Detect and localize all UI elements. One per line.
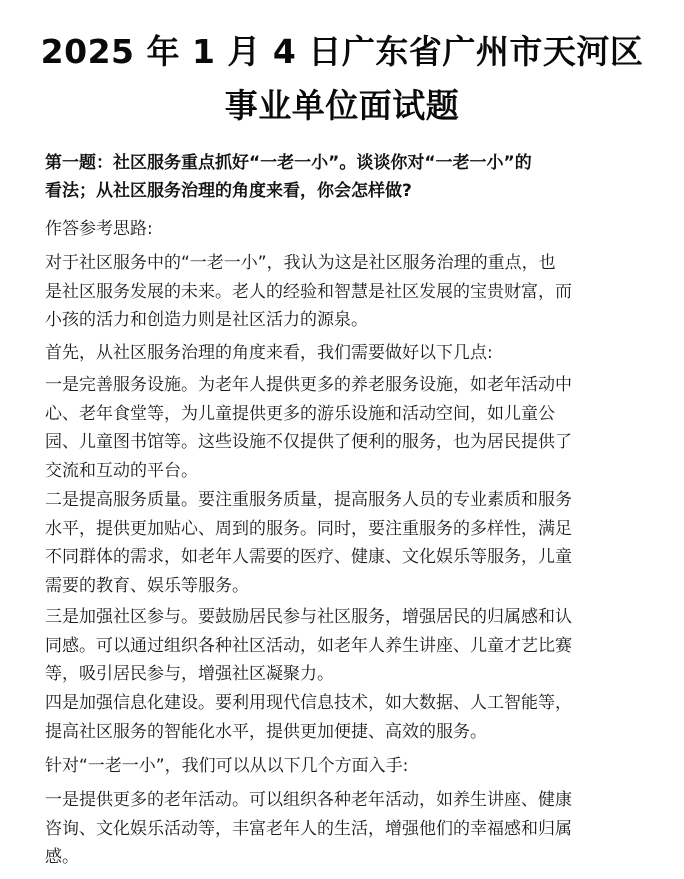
paragraph-line: 三是加强社区参与。要鼓励居民参与社区服务，增强居民的归属感和认 — [45, 607, 572, 627]
paragraph-community-participation — [45, 603, 645, 689]
paragraph-line: 感。 — [45, 847, 79, 867]
paragraph-line: 需要的教育、娱乐等服务。 — [45, 575, 249, 596]
paragraph-line: 交流和互动的平台。 — [45, 460, 198, 481]
paragraph-line: 咨询、文化娱乐活动等，丰富老年人的生活，增强他们的幸福感和归属 — [45, 818, 572, 839]
paragraph-overview — [45, 249, 645, 335]
paragraph-line: 一是提供更多的老年活动。可以组织各种老年活动，如养生讲座、健康 — [45, 790, 572, 810]
paragraph-line: 等，吸引居民参与，增强社区凝聚力。 — [45, 664, 334, 684]
paragraph-line: 首先，从社区服务治理的角度来看，我们需要做好以下几点: — [45, 343, 493, 363]
paragraph-line: 是社区服务发展的未来。老人的经验和智慧是社区发展的宝贵财富，而 — [45, 281, 572, 302]
page-title-line-2: 事业单位面试题 — [224, 86, 460, 125]
paragraph-line: 作答参考思路: — [45, 219, 153, 239]
paragraph-line: 一是完善服务设施。为老年人提供更多的养老服务设施，如老年活动中 — [45, 375, 572, 395]
question-line: 第一题：社区服务重点抓好“一老一小”。谈谈你对“一老一小”的 — [45, 153, 532, 173]
paragraph-line: 小孩的活力和创造力则是社区活力的源泉。 — [45, 310, 368, 330]
answer-intro-label — [45, 215, 645, 244]
paragraph-line: 水平，提供更加贴心、周到的服务。同时，要注重服务的多样性，满足 — [45, 518, 572, 539]
paragraph-line: 心、老年食堂等，为儿童提供更多的游乐设施和活动空间，如儿童公 — [45, 403, 555, 424]
paragraph-facilities — [45, 371, 645, 485]
paragraph-line: 二是提高服务质量。要注重服务质量，提高服务人员的专业素质和服务 — [45, 490, 572, 510]
paragraph-service-quality — [45, 486, 645, 600]
paragraph-line: 不同群体的需求，如老年人需要的医疗、健康、文化娱乐等服务，儿童 — [45, 547, 572, 567]
question-line: 看法；从社区服务治理的角度来看，你会怎样做? — [45, 181, 412, 201]
paragraph-elderly-activities — [45, 786, 645, 872]
paragraph-line: 提高社区服务的智能化水平，提供更加便捷、高效的服务。 — [45, 721, 487, 742]
paragraph-yilao-yixiao-intro — [45, 752, 645, 781]
paragraph-first-point-intro — [45, 339, 645, 368]
question-heading — [45, 149, 645, 205]
page-title-line-1: 2025 年 1 月 4 日广东省广州市天河区 — [40, 32, 644, 71]
paragraph-line: 同感。可以通过组织各种社区活动，如老年人养生讲座、儿童才艺比赛 — [45, 635, 572, 656]
paragraph-line: 四是加强信息化建设。要利用现代信息技术，如大数据、人工智能等， — [45, 693, 572, 713]
paragraph-line: 针对“一老一小”，我们可以从以下几个方面入手: — [45, 756, 409, 776]
paragraph-informatization — [45, 689, 645, 746]
paragraph-line: 园、儿童图书馆等。这些设施不仅提供了便利的服务，也为居民提供了 — [45, 432, 572, 452]
paragraph-line: 对于社区服务中的“一老一小”，我认为这是社区服务治理的重点，也 — [45, 253, 556, 273]
